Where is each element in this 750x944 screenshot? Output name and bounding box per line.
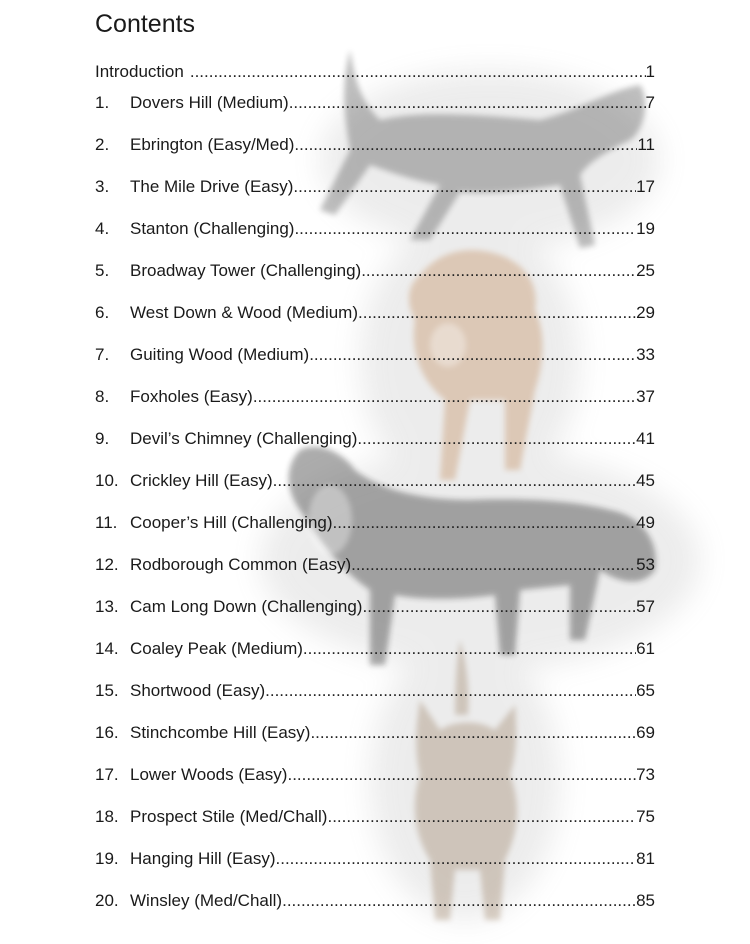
toc-entry-number: 1.: [95, 93, 110, 112]
toc-page-number: 41: [636, 429, 655, 448]
toc-entry-title: Rodborough Common (Easy): [130, 555, 352, 574]
toc-row[interactable]: [95, 721, 655, 745]
toc-page-number: 69: [636, 723, 655, 742]
toc-row[interactable]: [95, 175, 655, 199]
toc-entry-number: 7.: [95, 345, 110, 364]
toc-entry-number: 14.: [95, 639, 119, 658]
toc-row[interactable]: [95, 805, 655, 829]
dot-leader: [303, 637, 636, 661]
toc-page-number: 85: [636, 891, 655, 910]
toc-entry-title: Guiting Wood (Medium): [130, 345, 310, 364]
dot-leader: [361, 259, 636, 283]
toc-row[interactable]: [95, 259, 655, 283]
dot-leader: [333, 511, 637, 535]
toc-entry-title: Devil’s Chimney (Challenging): [130, 429, 358, 448]
toc-row[interactable]: [95, 889, 655, 913]
toc-page-number: 7: [645, 93, 655, 112]
toc-entry-title: Prospect Stile (Med/Chall): [130, 807, 328, 826]
toc-page-number: 25: [636, 261, 655, 280]
toc-entry-number: 17.: [95, 765, 119, 784]
dot-leader: [289, 91, 646, 115]
toc-entry-number: 5.: [95, 261, 110, 280]
dot-leader: [357, 427, 636, 451]
dot-leader: [309, 343, 636, 367]
dot-leader: [362, 595, 636, 619]
toc-row[interactable]: [95, 343, 655, 367]
toc-entry-number: 6.: [95, 303, 110, 322]
page-title: Contents: [95, 10, 196, 38]
toc-row[interactable]: [95, 679, 655, 703]
dot-leader: [293, 175, 636, 199]
toc-entry-title: Winsley (Med/Chall): [130, 891, 283, 910]
toc-entry-title: Hanging Hill (Easy): [130, 849, 276, 868]
toc-entry-title: Coaley Peak (Medium): [130, 639, 303, 658]
toc-page-number: 17: [636, 177, 655, 196]
dot-leader: [190, 60, 646, 84]
dot-leader: [265, 679, 636, 703]
toc-entry-number: 18.: [95, 807, 119, 826]
dot-leader: [294, 217, 636, 241]
toc-row[interactable]: [95, 427, 655, 451]
toc-entry-number: 20.: [95, 891, 119, 910]
toc-entry-number: 12.: [95, 555, 119, 574]
toc-entry-title: Broadway Tower (Challenging): [130, 261, 362, 280]
toc-entry-title: West Down & Wood (Medium): [130, 303, 358, 322]
dot-leader: [327, 805, 636, 829]
toc-row[interactable]: [95, 595, 655, 619]
toc-entry-title: The Mile Drive (Easy): [130, 177, 294, 196]
toc-entry-number: 15.: [95, 681, 119, 700]
toc-row[interactable]: [95, 133, 655, 157]
toc-row[interactable]: [95, 91, 655, 115]
toc-row[interactable]: [95, 553, 655, 577]
toc-page-number: 45: [636, 471, 655, 490]
dot-leader: [282, 889, 636, 913]
toc-intro-row[interactable]: [95, 60, 655, 84]
toc-page-number: 65: [636, 681, 655, 700]
toc-entry-title: Ebrington (Easy/Med): [130, 135, 295, 154]
dot-leader: [310, 721, 636, 745]
toc-page-number: 11: [637, 135, 655, 154]
toc-entry-title: Introduction: [95, 62, 184, 81]
toc-entry-number: 16.: [95, 723, 119, 742]
toc-page-number: 75: [636, 807, 655, 826]
dot-leader: [273, 469, 636, 493]
toc-page-number: 1: [645, 62, 655, 81]
toc-entry-title: Crickley Hill (Easy): [130, 471, 273, 490]
toc-row[interactable]: [95, 637, 655, 661]
toc-entry-title: Dovers Hill (Medium): [130, 93, 289, 112]
dot-leader: [276, 847, 637, 871]
toc-row[interactable]: [95, 385, 655, 409]
toc-page-number: 37: [636, 387, 655, 406]
toc-entry-title: Cooper’s Hill (Challenging): [130, 513, 333, 532]
toc-entry-title: Lower Woods (Easy): [130, 765, 288, 784]
toc-row[interactable]: [95, 217, 655, 241]
toc-row[interactable]: [95, 469, 655, 493]
toc-entry-number: 11.: [95, 513, 118, 532]
dot-leader: [253, 385, 636, 409]
toc-page-number: 19: [636, 219, 655, 238]
toc-entry-title: Stinchcombe Hill (Easy): [130, 723, 311, 742]
toc-page-number: 53: [636, 555, 655, 574]
toc-entry-number: 8.: [95, 387, 110, 406]
toc-entry-number: 13.: [95, 597, 119, 616]
toc-entry-number: 9.: [95, 429, 110, 448]
toc-row[interactable]: [95, 847, 655, 871]
toc-page-number: 33: [636, 345, 655, 364]
toc-row[interactable]: [95, 301, 655, 325]
toc-page-number: 29: [636, 303, 655, 322]
toc-entry-number: 4.: [95, 219, 110, 238]
toc-row[interactable]: [95, 763, 655, 787]
toc-page-number: 61: [636, 639, 655, 658]
toc-entry-title: Foxholes (Easy): [130, 387, 253, 406]
toc-entry-number: 2.: [95, 135, 110, 154]
toc-row[interactable]: [95, 511, 655, 535]
toc-page-number: 81: [636, 849, 655, 868]
toc-page-number: 57: [636, 597, 655, 616]
toc-entry-title: Shortwood (Easy): [130, 681, 266, 700]
dot-leader: [294, 133, 637, 157]
dot-leader: [351, 553, 636, 577]
toc-entry-number: 19.: [95, 849, 119, 868]
toc-page-number: 49: [636, 513, 655, 532]
dot-leader: [287, 763, 636, 787]
dot-leader: [358, 301, 636, 325]
toc-entry-title: Stanton (Challenging): [130, 219, 295, 238]
toc-entry-title: Cam Long Down (Challenging): [130, 597, 363, 616]
toc-entry-number: 10.: [95, 471, 119, 490]
toc-page-number: 73: [636, 765, 655, 784]
toc-entry-number: 3.: [95, 177, 110, 196]
